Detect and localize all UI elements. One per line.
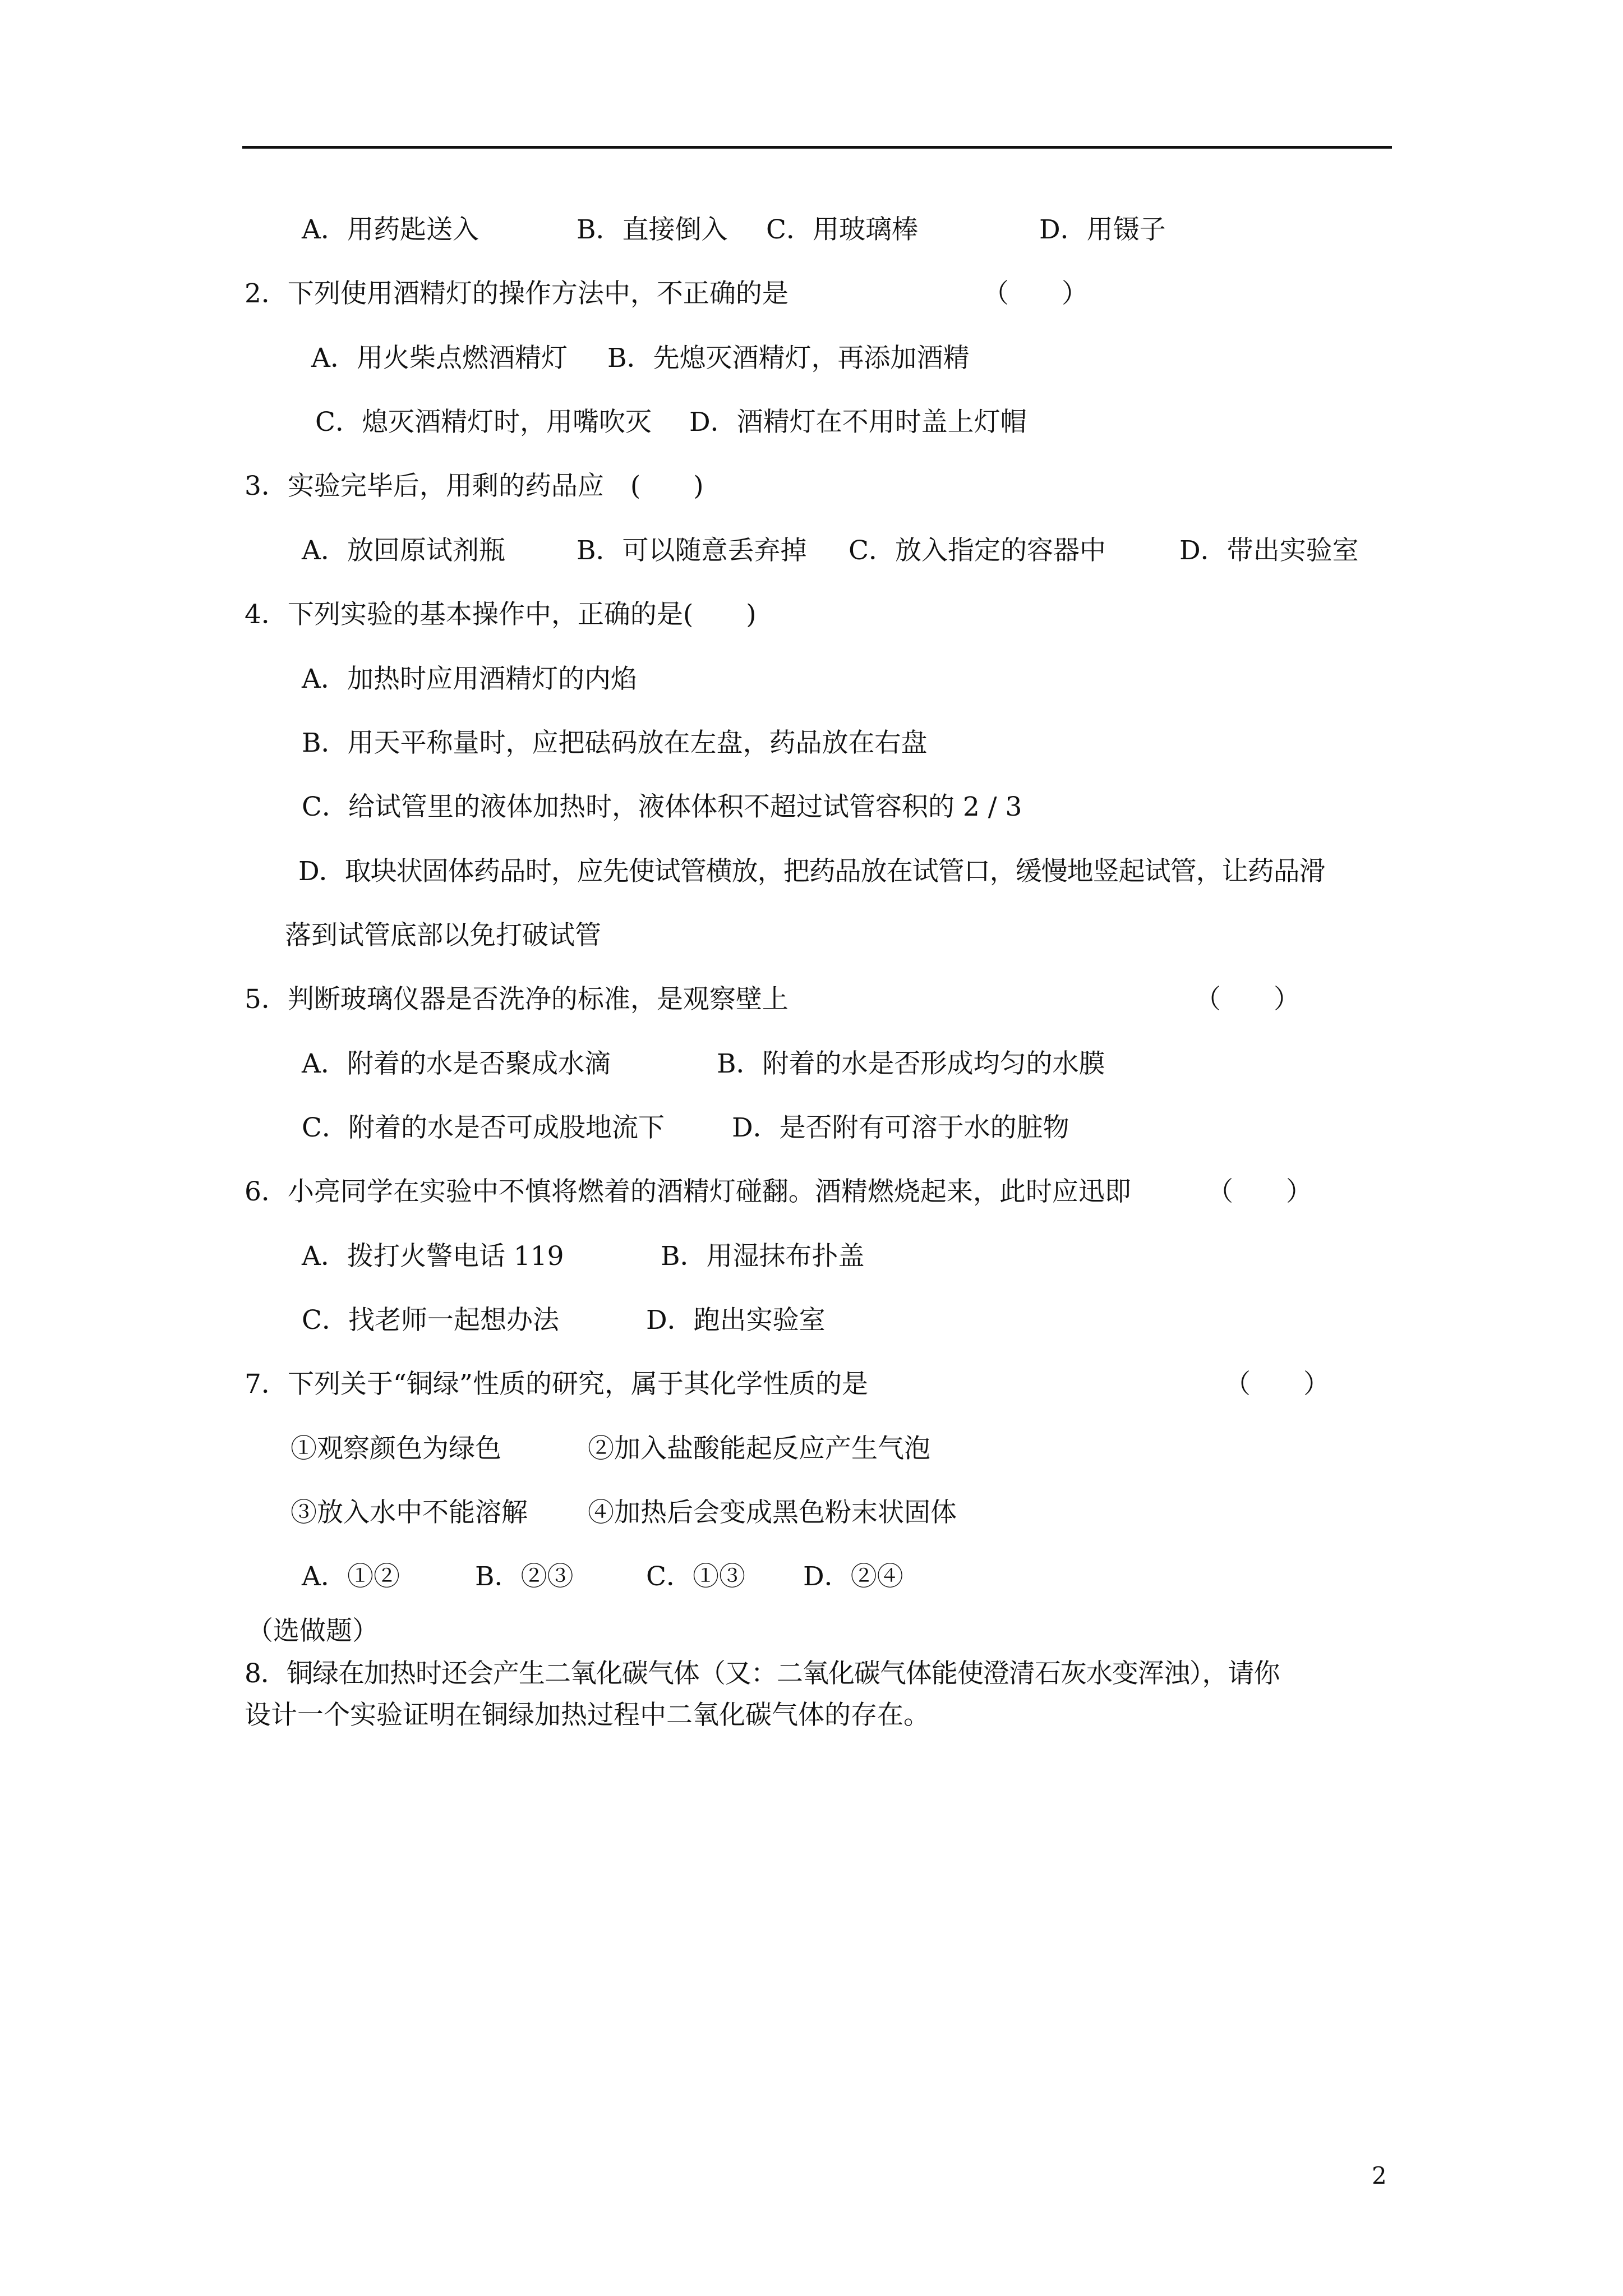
q4-option-d: D．取块状固体药品时，应先使试管横放，把药品放在试管口，缓慢地竖起试管，让药品滑 [298,856,1325,887]
q4-stem: 4．下列实验的基本操作中，正确的是( ) [245,599,757,630]
q2-answer-bracket: （ ） [983,278,1088,309]
q7-statements-line-1 [0,1432,930,1466]
q4-option-b: B．用天平称量时，应把砝码放在左盘，药品放在右盘 [302,728,928,758]
q2-option-c: C．熄灭酒精灯时，用嘴吹灭 [315,407,652,438]
q7-statements-line-2 [0,1496,957,1530]
q2-options-line-1 [0,342,970,375]
q3-option-b: B．可以随意丢弃掉 [577,535,807,566]
q2-option-d: D．酒精灯在不用时盖上灯帽 [689,407,1027,438]
q7-option-c: C．①③ [646,1561,745,1592]
q7-option-a: A．①② [302,1561,400,1592]
q7-stem-line [0,1368,1330,1401]
q6-option-a: A．拨打火警电话 119 [302,1241,564,1272]
q1-option-d: D．用镊子 [1039,214,1166,245]
q6-stem-line [0,1175,1312,1209]
q3-stem: 3．实验完毕后，用剩的药品应 ( ) [245,471,704,501]
q2-stem: 2．下列使用酒精灯的操作方法中，不正确的是 [245,278,789,309]
q5-option-c: C．附着的水是否可成股地流下 [302,1112,665,1143]
q4-stem-line [0,598,757,632]
q7-stem: 7．下列关于“铜绿”性质的研究，属于其化学性质的是 [245,1369,868,1400]
q7-option-d: D．②④ [803,1561,903,1592]
q2-option-a: A．用火柴点燃酒精灯 [311,343,568,374]
q5-option-a: A．附着的水是否聚成水滴 [302,1048,611,1079]
q1-option-a: A．用药匙送入 [302,214,479,245]
optional-label-line [0,1614,379,1648]
q4-option-a-line [0,662,637,696]
q5-stem: 5．判断玻璃仪器是否洗净的标准，是观察壁上 [245,984,789,1015]
optional-label: （选做题） [247,1616,379,1646]
q6-options-line-2 [0,1304,826,1337]
q4-option-d-line-2 [0,919,601,953]
q8-line-1 [0,1657,1280,1691]
q4-option-d-continued: 落到试管底部以免打破试管 [285,920,601,951]
q1-option-c: C．用玻璃棒 [766,214,918,245]
q4-option-c-line [0,790,1022,824]
q5-option-d: D．是否附有可溶于水的脏物 [732,1112,1069,1143]
q2-options-line-2 [0,406,1027,439]
q7-options [0,1560,903,1594]
q6-options-line-1 [0,1240,865,1273]
q7-answer-bracket: （ ） [1224,1369,1330,1400]
q7-statement-4: ④加热后会变成黑色粉末状固体 [588,1497,957,1528]
q1-option-b: B．直接倒入 [577,214,728,245]
q7-statement-2: ②加入盐酸能起反应产生气泡 [588,1433,930,1464]
q7-statement-3: ③放入水中不能溶解 [291,1497,528,1528]
q7-option-b: B．②③ [475,1561,574,1592]
q2-option-b: B．先熄灭酒精灯，再添加酒精 [607,343,970,374]
q5-options-line-2 [0,1111,1069,1145]
q3-stem-line [0,470,704,503]
q5-option-b: B．附着的水是否形成均匀的水膜 [717,1048,1105,1079]
q3-option-a: A．放回原试剂瓶 [302,535,505,566]
q7-statement-1: ①观察颜色为绿色 [291,1433,501,1464]
q8-line-2 [0,1699,930,1732]
q5-answer-bracket: （ ） [1195,984,1300,1015]
q6-answer-bracket: （ ） [1207,1176,1312,1207]
q4-option-b-line [0,726,928,760]
q5-options-line-1 [0,1047,1105,1081]
page-number: 2 [1372,2162,1387,2189]
q8-stem-continued: 设计一个实验证明在铜绿加热过程中二氧化碳气体的存在。 [245,1700,930,1731]
header-rule [242,146,1392,149]
q8-stem: 8．铜绿在加热时还会产生二氧化碳气体（又：二氧化碳气体能使澄清石灰水变浑浊），请你 [245,1658,1280,1689]
q4-option-c: C．给试管里的液体加热时，液体体积不超过试管容积的 2 / 3 [302,792,1022,822]
q1-options [0,213,1166,247]
q5-stem-line [0,983,1300,1016]
q6-stem: 6．小亮同学在实验中不慎将燃着的酒精灯碰翻。酒精燃烧起来，此时应迅即 [245,1176,1131,1207]
q4-option-a: A．加热时应用酒精灯的内焰 [302,664,637,694]
q4-option-d-line-1 [0,855,1325,889]
q6-option-d: D．跑出实验室 [646,1305,826,1336]
q6-option-c: C．找老师一起想办法 [302,1305,559,1336]
q2-stem-line [0,277,1088,311]
q6-option-b: B．用湿抹布扑盖 [661,1241,865,1272]
q3-option-d: D．带出实验室 [1179,535,1359,566]
q3-option-c: C．放入指定的容器中 [849,535,1106,566]
q3-options [0,534,1359,568]
